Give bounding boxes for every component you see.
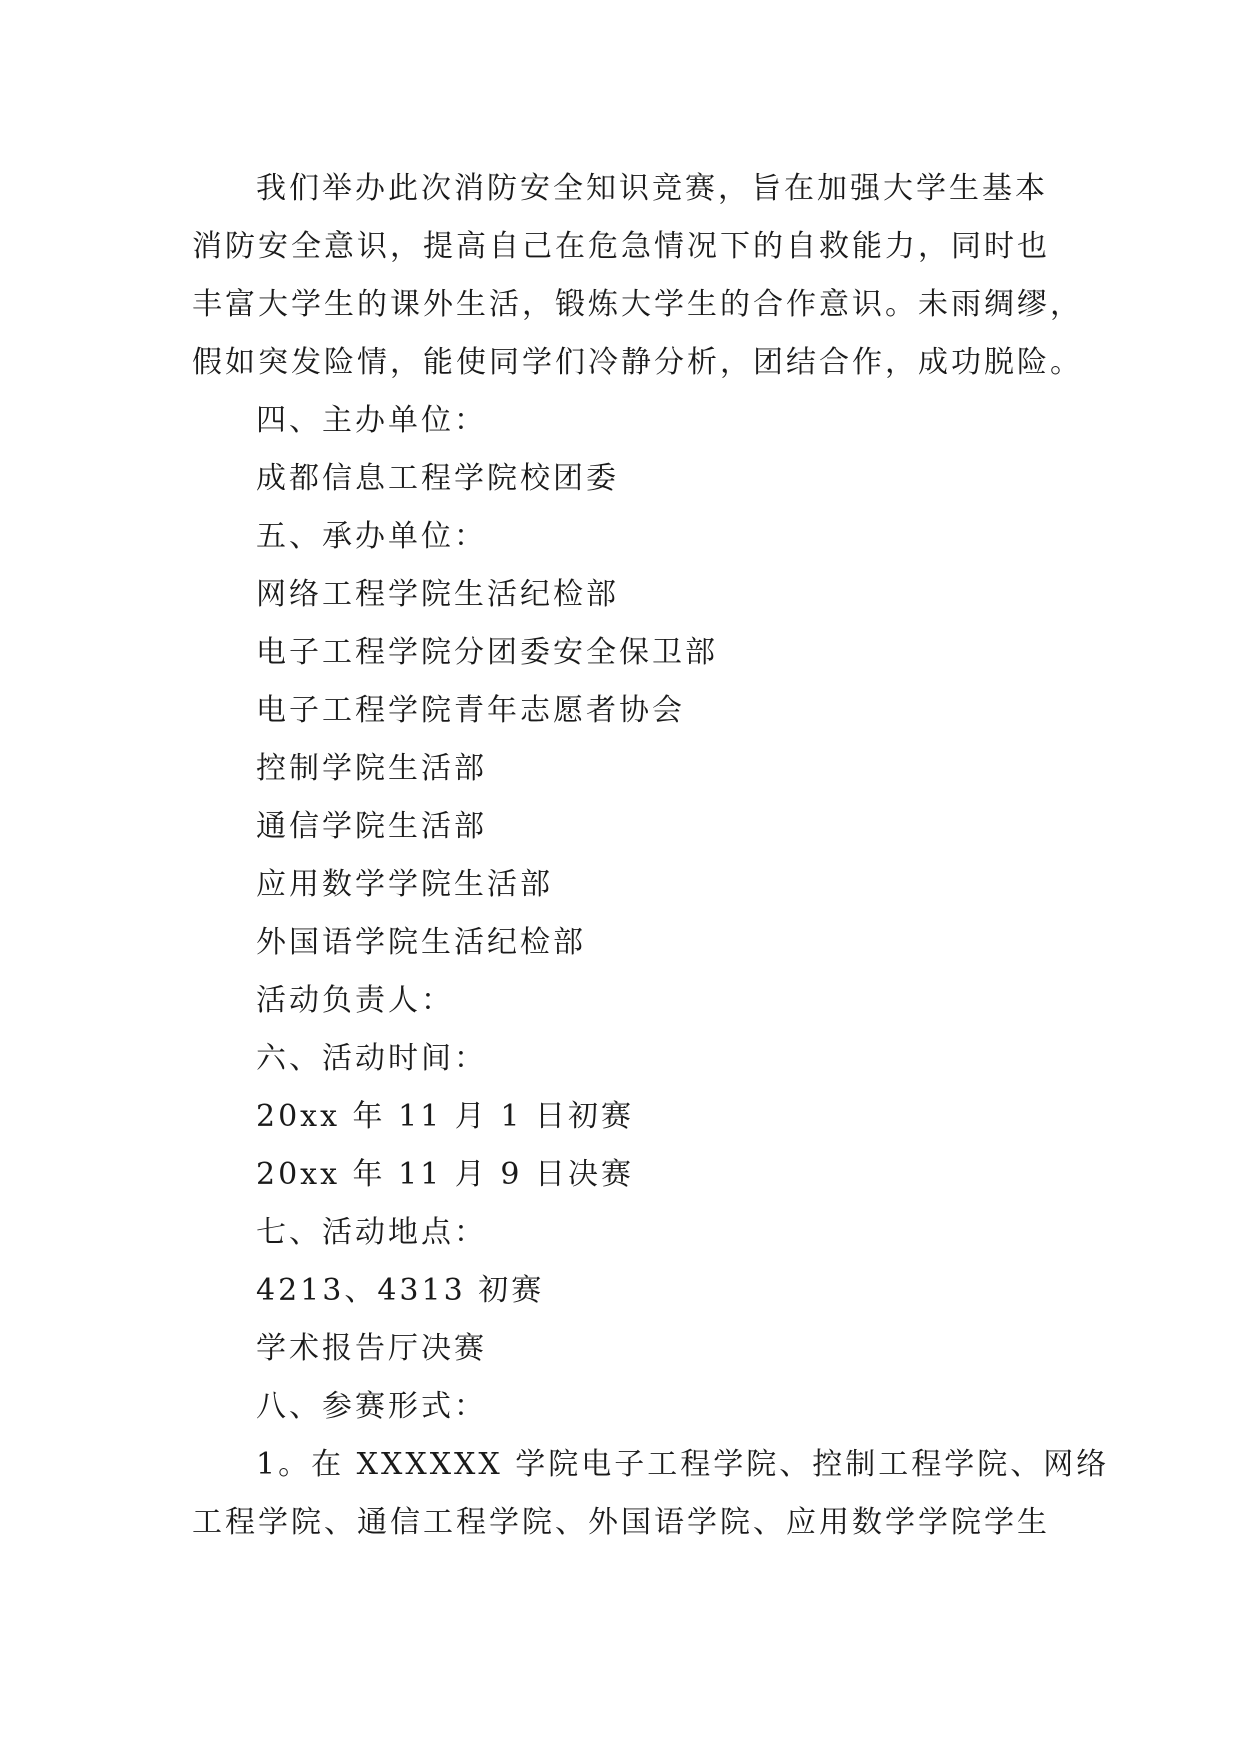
location-preliminary: 4213、4313 初赛 — [256, 1273, 545, 1308]
co-organizer-3: 电子工程学院青年志愿者协会 — [256, 693, 685, 728]
heading-organizer: 四、主办单位： — [256, 403, 487, 438]
time-preliminary: 20xx 年 11 月 1 日初赛 — [256, 1099, 634, 1134]
co-organizer-4: 控制学院生活部 — [256, 751, 487, 786]
heading-activity-location: 七、活动地点： — [256, 1215, 487, 1250]
organizer-name: 成都信息工程学院校团委 — [256, 461, 619, 496]
time-final: 20xx 年 11 月 9 日决赛 — [256, 1157, 634, 1192]
activity-lead-label: 活动负责人： — [256, 983, 454, 1018]
intro-line-3: 丰富大学生的课外生活，锻炼大学生的合作意识。未雨绸缪， — [192, 287, 1083, 322]
co-organizer-5: 通信学院生活部 — [256, 809, 487, 844]
participation-line-1: 1。在 XXXXXX 学院电子工程学院、控制工程学院、网络 — [256, 1447, 1110, 1482]
co-organizer-6: 应用数学学院生活部 — [256, 867, 553, 902]
co-organizer-2: 电子工程学院分团委安全保卫部 — [256, 635, 718, 670]
intro-line-2: 消防安全意识，提高自己在危急情况下的自救能力，同时也 — [192, 229, 1050, 264]
document-page — [192, 160, 1110, 1552]
intro-line-1: 我们举办此次消防安全知识竞赛，旨在加强大学生基本 — [256, 171, 1048, 206]
heading-participation-form: 八、参赛形式： — [256, 1389, 487, 1424]
location-final: 学术报告厅决赛 — [256, 1331, 487, 1366]
intro-line-4: 假如突发险情，能使同学们冷静分析，团结合作，成功脱险。 — [192, 345, 1083, 380]
intro-paragraph — [192, 160, 1083, 392]
heading-co-organizer: 五、承办单位： — [256, 519, 487, 554]
co-organizer-7: 外国语学院生活纪检部 — [256, 925, 586, 960]
participation-paragraph — [192, 1436, 1110, 1552]
co-organizer-1: 网络工程学院生活纪检部 — [256, 577, 619, 612]
participation-line-2: 工程学院、通信工程学院、外国语学院、应用数学学院学生 — [192, 1505, 1050, 1540]
heading-activity-time: 六、活动时间： — [256, 1041, 487, 1076]
